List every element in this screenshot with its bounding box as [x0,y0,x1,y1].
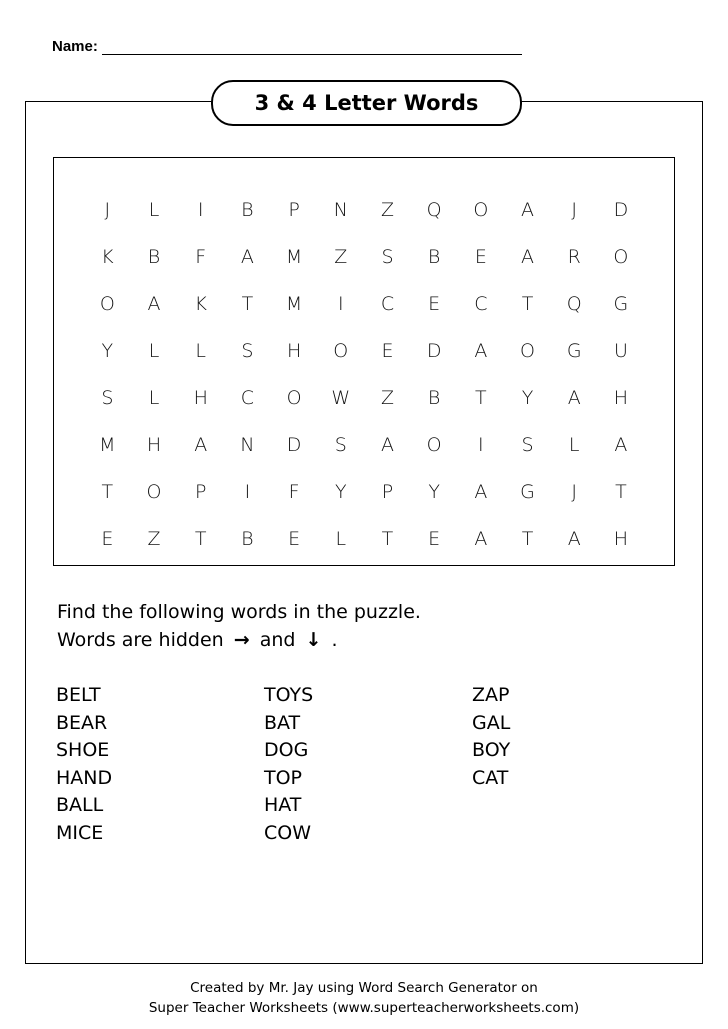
grid-letter: I [337,292,344,315]
grid-letter: T [521,292,534,315]
grid-letter: A [474,480,488,503]
word-item: HAT [264,794,302,816]
grid-letter: H [286,339,302,362]
name-field [52,38,522,55]
instructions-line-2 [57,626,421,654]
grid-letter: E [381,339,394,362]
grid-letter: D [286,433,302,456]
grid-letter: A [521,198,535,221]
grid-letter: E [428,292,441,315]
grid-letter: Q [426,198,442,221]
grid-letter: T [475,386,487,409]
grid-letter: C [240,386,255,409]
word-item: BELT [56,684,101,706]
name-label: Name: [52,38,98,55]
grid-letter: I [244,480,251,503]
grid-letter: E [101,527,114,550]
grid-letter: B [147,245,161,268]
grid-letter: K [194,292,207,315]
grid-letter: Z [334,245,348,268]
title-text: 3 & 4 Letter Words [254,91,479,115]
grid-letter: B [427,245,441,268]
grid-letter: Y [428,480,440,503]
grid-letter: T [615,480,627,503]
grid-letter: A [614,433,628,456]
grid-letter: I [478,433,484,456]
grid-letter: S [381,245,394,268]
word-list-column-1 [56,682,112,847]
grid-letter: M [285,292,303,315]
word-item: COW [264,821,312,844]
grid-letter: O [520,339,536,362]
grid-letter: Y [521,386,534,409]
word-item: BALL [56,794,104,816]
arrow-right-icon: → [233,629,250,651]
grid-letter: T [101,480,114,503]
grid-letter: R [567,245,581,268]
grid-letter: T [241,292,254,315]
grid-letter: H [613,527,629,550]
arrow-down-icon: ↓ [305,629,322,651]
grid-letter: S [521,433,534,456]
grid-letter: B [427,386,441,409]
grid-letter: W [331,386,351,409]
word-item: DOG [264,739,309,761]
instructions-and: and [259,629,296,651]
word-item: TOYS [264,684,314,706]
word-item: MICE [56,821,104,844]
grid-letter: T [381,527,394,550]
grid-letter: A [240,245,254,268]
instructions-prefix: Words are hidden [57,629,224,651]
grid-letter: O [146,480,162,503]
grid-letter: Q [566,292,582,315]
grid-letter: G [566,339,582,362]
grid-letter: J [571,198,578,221]
instructions-line-1: Find the following words in the puzzle. [57,601,421,623]
instructions [57,598,421,654]
grid-letter: Z [147,527,161,550]
instructions-period: . [331,629,338,651]
grid-letter: T [194,527,207,550]
grid-letter: F [195,245,207,268]
grid-letter: E [288,527,301,550]
grid-letter: K [101,245,114,268]
grid-letter: Z [380,198,394,221]
word-item: CAT [472,766,509,789]
word-item: BAT [264,711,301,734]
footer-line-2: Super Teacher Worksheets (www.superteacherworksheets.com) [148,1000,580,1016]
grid-letter: T [521,527,534,550]
word-item: TOP [264,766,303,789]
grid-letter: Z [380,386,394,409]
grid-letter: L [335,527,347,550]
grid-letter: P [381,480,394,503]
grid-letter: N [333,198,348,221]
word-list-column-3 [472,682,510,792]
grid-letter: P [194,480,207,503]
grid-letter: H [146,433,162,456]
grid-letter: G [520,480,535,503]
word-search-grid [84,186,644,562]
grid-letter: L [148,198,160,221]
grid-letter: J [104,198,111,221]
grid-letter: G [613,292,629,315]
word-item: BEAR [56,711,108,734]
grid-letter: S [241,339,254,362]
grid-letter: I [197,198,204,221]
grid-letter: C [380,292,395,315]
grid-letter: A [147,292,161,315]
grid-letter: A [474,527,488,550]
grid-letter: O [426,433,442,456]
grid-letter: O [286,386,302,409]
grid-letter: O [473,198,489,221]
worksheet-title [211,80,522,126]
footer-credit [0,978,728,1018]
grid-letter: M [285,245,303,268]
word-item: HAND [56,766,113,789]
word-item: SHOE [56,739,110,761]
grid-letter: O [99,292,115,315]
grid-letter: E [474,245,487,268]
grid-letter: A [194,433,208,456]
grid-letter: O [613,245,629,268]
grid-letter: A [567,527,581,550]
grid-letter: N [240,433,255,456]
word-item: ZAP [472,684,510,706]
grid-letter: S [101,386,114,409]
word-item: BOY [472,739,511,761]
grid-letter: L [148,386,160,409]
word-item: GAL [472,711,511,734]
grid-letter: A [474,339,488,362]
grid-letter: Y [101,339,114,362]
grid-letter: D [426,339,442,362]
grid-letter: L [568,433,580,456]
grid-letter: A [567,386,581,409]
grid-letter: C [474,292,488,315]
grid-letter: H [613,386,629,409]
grid-letter: F [288,480,300,503]
grid-letter: P [288,198,300,221]
grid-letter: U [613,339,628,362]
grid-letter: M [99,433,116,456]
grid-letter: E [428,527,441,550]
grid-letter: O [333,339,349,362]
grid-letter: H [193,386,208,409]
grid-letter: A [380,433,394,456]
grid-letter: L [148,339,160,362]
word-list-column-2 [264,682,313,847]
grid-letter: S [334,433,347,456]
grid-letter: B [241,527,254,550]
grid-letter: Y [334,480,347,503]
footer-line-1: Created by Mr. Jay using Word Search Generator on [190,980,538,996]
grid-letter: J [571,480,578,503]
grid-letter: L [195,339,207,362]
grid-letter: B [241,198,254,221]
name-line[interactable] [102,40,522,55]
grid-letter: D [613,198,629,221]
grid-letter: A [521,245,535,268]
